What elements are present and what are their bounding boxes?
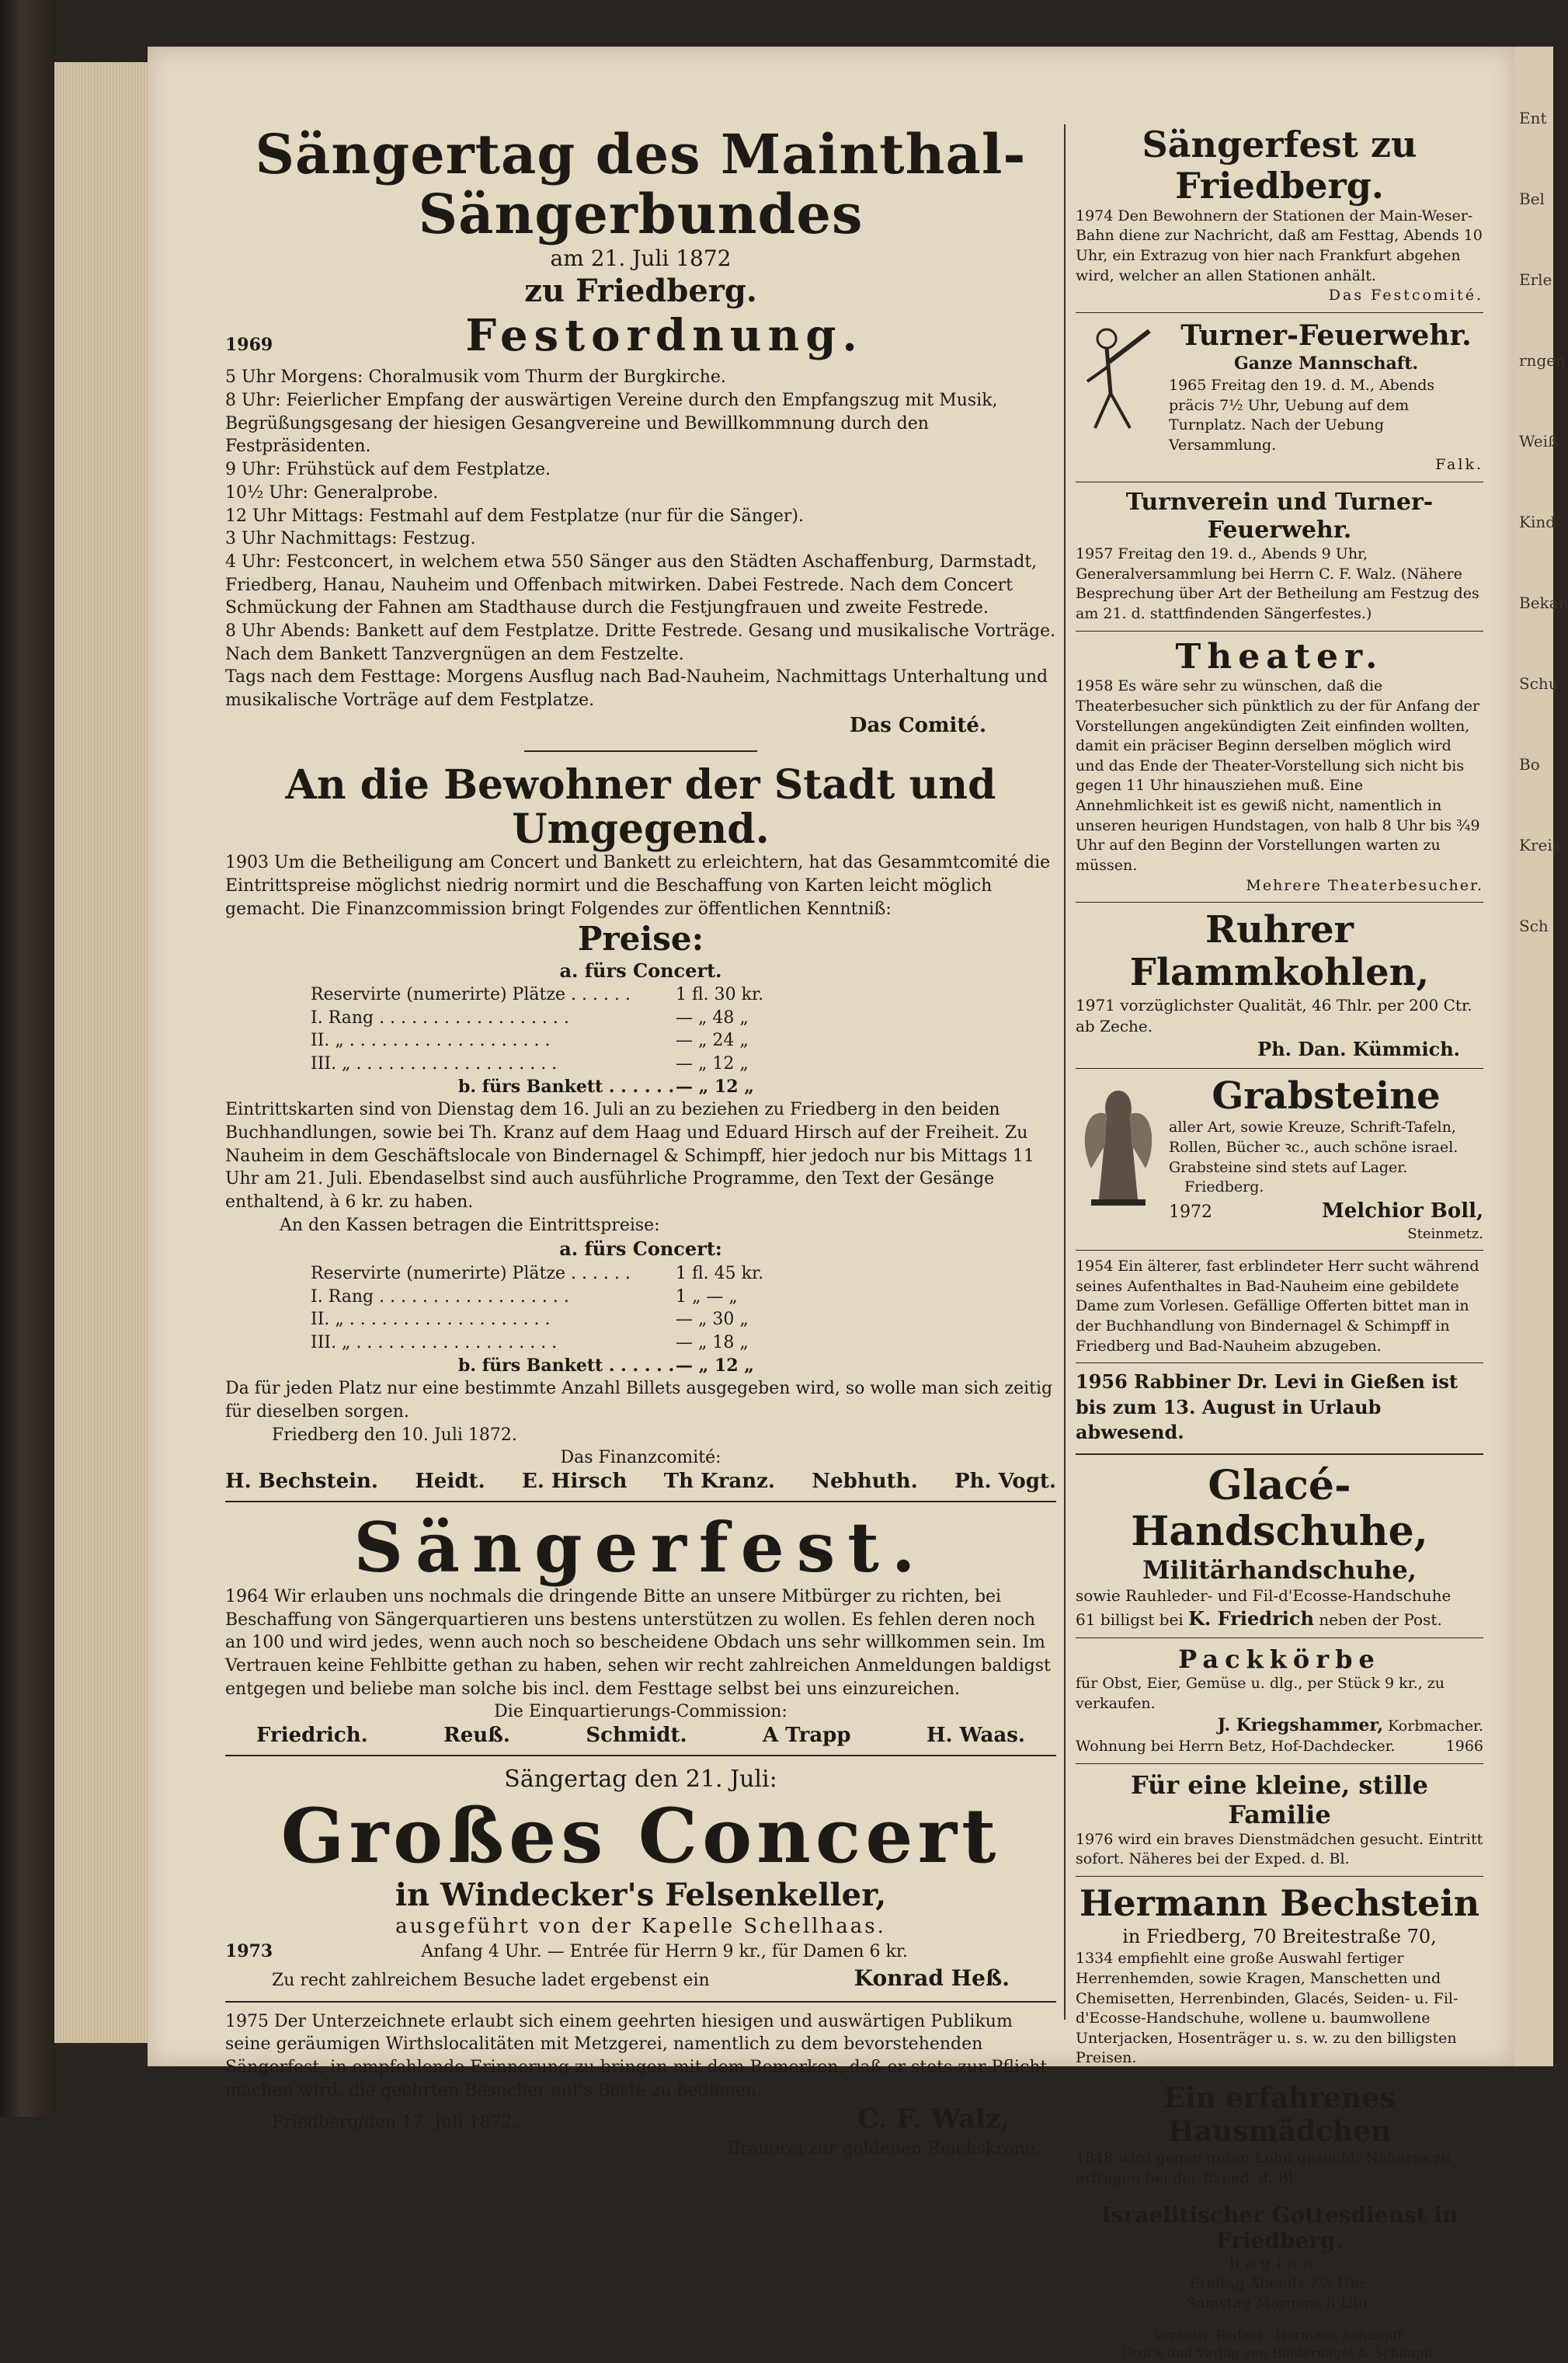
divider <box>1076 631 1483 632</box>
levi-text: 1956 Rabbiner Dr. Levi in Gießen ist bis zum 13. August in Urlaub abwesend. <box>1076 1370 1458 1444</box>
next-page-fragment: Bo <box>1519 755 1540 774</box>
concert-heading-2: a. fürs Concert: <box>559 1237 722 1261</box>
finanzcomite-names <box>225 1470 1056 1493</box>
ruhr-ad <box>1076 909 1483 1062</box>
concert-title: Großes Concert <box>280 1792 1001 1881</box>
pack-trade: Korbmacher. <box>1388 1717 1483 1735</box>
hausmaedchen-ad <box>1076 2082 1483 2189</box>
turner-signature: Falk. <box>1435 456 1483 474</box>
price-value: — „ 30 „ <box>676 1310 749 1330</box>
fireman-illustration <box>1076 319 1161 436</box>
grab-text: aller Art, sowie Kreuze, Schrift-Tafeln, Rollen, Bücher ꝛc., auch schöne israel. Grabsteine sind stets auf Lager. <box>1169 1119 1458 1176</box>
gottesdienst-ad <box>1076 2202 1483 2314</box>
imprint-printer: Druck und Verlag von Bindernagel & Schimpff. <box>1121 2345 1438 2361</box>
next-page-fragment: Bel <box>1519 190 1545 208</box>
festordnung-item: 3 Uhr Nachmittags: Festzug. <box>225 529 476 549</box>
divider <box>1076 312 1483 313</box>
price-label: III. „ . . . . . . . . . . . . . . . . . . . <box>311 1332 558 1352</box>
price-value: — „ 12 „ <box>676 1053 749 1074</box>
festordnung-title: Festordnung. <box>465 309 864 361</box>
divider <box>1076 1763 1483 1764</box>
price-label: Reservirte (numerirte) Plätze . . . . . . <box>311 984 631 1004</box>
next-page-fragment: Erle <box>1519 270 1552 289</box>
ruhr-text: 1971 vorzüglichster Qualität, 46 Thlr. per 200 Ctr. ab Zeche. <box>1076 995 1472 1035</box>
concert-section <box>225 1764 1056 1993</box>
glace-title: Glacé-Handschuhe, <box>1131 1461 1428 1556</box>
pack-text: für Obst, Eier, Gemüse u. dlg., per Stück 9 kr., zu verkaufen. <box>1076 1675 1445 1712</box>
bewohner-date: Friedberg den 10. Juli 1872. <box>272 1425 517 1445</box>
column-divider <box>1064 124 1066 2020</box>
bankett-row <box>225 1076 1056 1099</box>
name: E. Hirsch <box>521 1470 628 1494</box>
divider <box>225 1501 1056 1502</box>
glace-line: billigst bei <box>1100 1610 1184 1629</box>
pack-title: Packkörbe <box>1178 1644 1381 1674</box>
haus-title: Ein erfahrenes Hausmädchen <box>1163 2082 1396 2149</box>
bewohner-title: An die Bewohner der Stadt und Umgegend. <box>285 760 996 853</box>
bankett-row <box>225 1355 1056 1378</box>
vorleserin-ad <box>1076 1257 1483 1356</box>
angel-illustration <box>1076 1075 1161 1207</box>
concert-venue: in Windecker's Felsenkeller, <box>395 1877 887 1914</box>
left-column <box>225 124 1056 2161</box>
festordnung-item: 4 Uhr: Festconcert, in welchem etwa 550 Sänger aus den Städten Aschaffenburg, Darmstadt, Friedberg, Hanau, Nauheim und Offenbach mitwirken. Dabei Festrede. Nach dem Concert Schmückung der Fahnen am Stadthause durch die Festjungfrauen und zweite Festrede. <box>225 552 1038 618</box>
finanzcomite-label: Das Finanzcomité: <box>560 1448 721 1468</box>
divider <box>1076 1068 1483 1069</box>
price-label: I. Rang . . . . . . . . . . . . . . . . . . <box>311 1286 569 1307</box>
grab-number: 1972 <box>1169 1202 1212 1222</box>
next-page-edge <box>1514 47 1568 2066</box>
pack-address: Wohnung bei Herrn Betz, Hof-Dachdecker. <box>1076 1738 1396 1756</box>
haus-text: 1848 wird gegen guten Lohn gesucht. Näheres zu erfragen bei der Exped. d. Bl. <box>1076 2149 1452 2187</box>
glace-number: 61 <box>1076 1610 1096 1629</box>
bankett-label: b. fürs Bankett . . . . . . <box>458 1355 675 1376</box>
name: A Trapp <box>762 1723 851 1747</box>
price-row <box>225 1262 1056 1286</box>
bankett-label: b. fürs Bankett . . . . . . <box>458 1076 675 1097</box>
price-label: I. Rang . . . . . . . . . . . . . . . . . . <box>311 1007 569 1028</box>
familie-title: Für eine kleine, stille Familie <box>1130 1770 1429 1830</box>
concert-pre: Sängertag den 21. Juli: <box>504 1765 777 1793</box>
next-page-fragment: Ent <box>1519 109 1547 127</box>
divider <box>1076 1876 1483 1877</box>
divider <box>225 2001 1056 2003</box>
ruhr-name: Ph. Dan. Kümmich. <box>1257 1037 1460 1060</box>
divider <box>1076 1637 1483 1638</box>
bewohner-section <box>225 760 1056 1494</box>
price-value: — „ 24 „ <box>676 1031 749 1051</box>
hermann-bechstein-ad <box>1076 1883 1483 2069</box>
hermann-title: Hermann Bechstein <box>1079 1881 1480 1924</box>
price-row <box>225 1053 1056 1076</box>
festordnung-item: 8 Uhr: Feierlicher Empfang der auswärtigen Vereine durch den Empfangszug mit Musik, Begrüßungsgesang der hiesigen Gesangvereine und Bewillkommnung durch den Festpräsidenten. <box>225 391 998 457</box>
pack-name: J. Kriegshammer, <box>1217 1714 1384 1735</box>
divider <box>225 1755 1056 1756</box>
next-page-fragment: Schu <box>1519 674 1559 693</box>
name: H. Waas. <box>926 1723 1025 1747</box>
hermann-text: 1334 empfiehlt eine große Auswahl fertiger Herrenhemden, sowie Kragen, Manschetten und Chemisetten, Herrenbinden, Glacés, Seiden- u. Fil-d'Ecosse-Handschuhe, wollene u. baumwollene Unterjacken, Hosenträger u. s. w. zu den billigsten Preisen. <box>1076 1950 1458 2067</box>
familie-ad <box>1076 1770 1483 1870</box>
saengertag-title: Sängertag des Mainthal-Sängerbundes <box>255 122 1027 246</box>
festordnung-item: 12 Uhr Mittags: Festmahl auf dem Festplatze (nur für die Sänger). <box>225 506 804 526</box>
grab-name: Melchior Boll, <box>1321 1199 1483 1223</box>
price-row <box>225 1029 1056 1053</box>
glace-subtitle: Militärhandschuhe, <box>1142 1555 1417 1585</box>
levi-ad <box>1076 1369 1483 1445</box>
turner-text: 1965 Freitag den 19. d. M., Abends präcis 7½ Uhr, Uebung auf dem Turnplatz. Nach der Uebung Versammlung. <box>1169 376 1435 454</box>
comite-signature: Das Comité. <box>849 713 986 737</box>
name: Friedrich. <box>256 1723 368 1747</box>
bankett-value: — „ 12 „ <box>676 1355 754 1376</box>
turner-title: Turner-Feuerwehr. <box>1180 318 1472 352</box>
saengertag-number: 1969 <box>225 334 273 355</box>
festordnung-item: 9 Uhr: Frühstück auf dem Festplatze. <box>225 460 551 480</box>
divider <box>524 750 757 752</box>
theater-title: Theater. <box>1175 636 1384 677</box>
commission-label: Die Einquartierungs-Commission: <box>494 1702 787 1722</box>
bewohner-intro: 1903 Um die Betheiligung am Concert und Bankett zu erleichtern, hat das Gesammtcomité die Eintrittspreise möglichst niedrig normirt und die Beschaffung von Karten leicht möglich gemacht. Die Finanzcommission bringt Folgendes zur öffentlichen Kenntniß: <box>225 853 1051 919</box>
pack-number: 1966 <box>1445 1738 1483 1756</box>
price-label: III. „ . . . . . . . . . . . . . . . . . . . <box>311 1053 558 1074</box>
concert-times: Anfang 4 Uhr. — Entrée für Herrn 9 kr., für Damen 6 kr. <box>421 1942 908 1962</box>
price-row <box>225 983 1056 1007</box>
divider <box>1076 2195 1483 2196</box>
bankett-value: — „ 12 „ <box>676 1076 754 1097</box>
price-row <box>225 1007 1056 1030</box>
next-page-fragment: Sch <box>1519 917 1549 935</box>
grab-title: Grabsteine <box>1212 1074 1441 1119</box>
hermann-address: in Friedberg, 70 Breitestraße 70, <box>1122 1925 1437 1947</box>
gottes-begin: Beginn: <box>1229 2254 1330 2272</box>
name: Reuß. <box>443 1723 510 1747</box>
price-value: 1 fl. 45 kr. <box>676 1263 764 1283</box>
theater-ad <box>1076 638 1483 896</box>
festordnung-item: Tags nach dem Festtage: Morgens Ausflug nach Bad-Nauheim, Nachmittags Unterhaltung und musikalische Vorträge auf dem Festplatze. <box>225 667 1048 711</box>
glace-tail: neben der Post. <box>1319 1610 1442 1629</box>
name: Schmidt. <box>586 1723 687 1747</box>
turner-subtitle: Ganze Mannschaft. <box>1233 353 1419 374</box>
book-binding <box>0 0 54 2117</box>
packkoerbe-ad <box>1076 1644 1483 1757</box>
next-page-fragment: Kind <box>1519 513 1556 531</box>
gottes-line-1: Freitag Abends 7½ Uhr. <box>1189 2274 1370 2292</box>
name: H. Bechstein. <box>225 1470 378 1494</box>
price-value: 1 fl. 30 kr. <box>676 984 764 1004</box>
preise-title: Preise: <box>577 920 704 959</box>
glace-name: K. Friedrich <box>1188 1606 1314 1630</box>
divider <box>1076 1453 1483 1455</box>
festordnung-item: 8 Uhr Abends: Bankett auf dem Festplatze. Dritte Festrede. Gesang und musikalische Vorträge. Nach dem Bankett Tanzvergnügen an dem Festzelte. <box>225 621 1056 664</box>
turnverein-ad <box>1076 489 1483 625</box>
walz-section <box>225 2010 1056 2161</box>
price-label: II. „ . . . . . . . . . . . . . . . . . . . <box>311 1031 551 1051</box>
fest-friedberg-ad <box>1076 124 1483 306</box>
next-page-fragment: Bekan <box>1519 593 1568 612</box>
fest-text: 1974 Den Bewohnern der Stationen der Main-Weser-Bahn diene zur Nachricht, daß am Festtag, Abends 10 Uhr, ein Extrazug von hier nach Frankfurt abgehen wird, welcher an allen Stationen anhält. <box>1076 207 1483 284</box>
glace-text: sowie Rauhleder- und Fil-d'Ecosse-Handschuhe <box>1076 1585 1452 1605</box>
gottes-line-2: Samstag Morgens 8 Uhr. <box>1186 2295 1373 2313</box>
price-value: 1 „ — „ <box>676 1286 738 1307</box>
concert-number: 1973 <box>225 1941 273 1962</box>
price-value: — „ 48 „ <box>676 1007 749 1028</box>
saengerfest-section <box>225 1507 1056 1747</box>
concert-performer: ausgeführt von der Kapelle Schellhaas. <box>395 1915 886 1939</box>
festordnung-item: 10½ Uhr: Generalprobe. <box>225 482 439 503</box>
commission-names <box>225 1724 1056 1747</box>
turnverein-text: 1957 Freitag den 19. d., Abends 9 Uhr, Generalversammlung bei Herrn C. F. Walz. (Nähere Besprechung über Art der Betheilung am Festzug des am 21. d. stattfindenden Sängerfestes.) <box>1076 545 1479 622</box>
divider <box>1076 1362 1483 1363</box>
walz-date: Friedberg/den 17. Juli 1872. <box>272 2113 518 2133</box>
concert-host: Konrad Heß. <box>854 1965 1010 1991</box>
turner-feuerwehr-ad <box>1076 319 1483 475</box>
price-label: II. „ . . . . . . . . . . . . . . . . . . . <box>311 1310 551 1330</box>
name: Nebhuth. <box>812 1470 918 1494</box>
price-row <box>225 1308 1056 1331</box>
familie-text: 1976 wird ein braves Dienstmädchen gesucht. Eintritt sofort. Näheres bei der Exped. d. Bl. <box>1076 1830 1483 1868</box>
concert-invite: Zu recht zahlreichem Besuche ladet ergebenst ein <box>272 1970 710 1990</box>
divider <box>1076 1250 1483 1251</box>
karten-text: Eintrittskarten sind von Dienstag dem 16. Juli an zu beziehen zu Friedberg in den beiden Buchhandlungen, sowie bei Th. Kranz auf dem Haag und Eduard Hirsch auf der Freiheit. Zu Nauheim in dem Geschäftslocale von Bindernagel & Schimpff, hier jedoch nur bis Mittags 11 Uhr am 21. Juli. Ebendaselbst sind auch ausführliche Programme, den Text der Gesänge enthaltend, à 6 kr. zu haben. <box>225 1100 1034 1213</box>
right-column <box>1076 124 1483 2363</box>
turnverein-title: Turnverein und Turner-Feuerwehr. <box>1125 489 1434 545</box>
grab-place: Friedberg. <box>1184 1178 1264 1196</box>
saengertag-place: zu Friedberg. <box>524 272 757 309</box>
divider <box>1076 2320 1483 2321</box>
saengertag-date: am 21. Juli 1872 <box>550 245 732 271</box>
grab-sub: Steinmetz. <box>1407 1225 1483 1242</box>
name: Ph. Vogt. <box>954 1470 1056 1494</box>
saengerfest-text: 1964 Wir erlauben uns nochmals die dringende Bitte an unsere Mitbürger zu richten, bei Beschaffung von Sängerquartieren uns bestens unterstützen zu wollen. Es fehlen deren noch an 100 und wird jedes, wenn auch noch so bescheidene Obdach uns sehr willkommen sein. Im Vertrauen keine Fehlbitte gethan zu haben, sehen wir recht zahlreichen Anmeldungen baldigst entgegen und beliebe man solche bis incl. dem Festtage selbst bei uns einzureichen. <box>225 1586 1051 1699</box>
next-page-fragment: Weiß <box>1519 432 1559 451</box>
walz-sub: Brauerei zur goldenen Reichskrone. <box>727 2139 1041 2159</box>
newspaper-page <box>148 47 1514 2361</box>
saengertag-section <box>225 124 1056 740</box>
festordnung-list <box>225 366 1056 712</box>
concert-heading: a. fürs Concert. <box>559 959 722 982</box>
fest-signature: Das Festcomité. <box>1328 287 1483 305</box>
festordnung-item: 5 Uhr Morgens: Choralmusik vom Thurm der Burgkirche. <box>225 367 726 388</box>
fest-title: Sängerfest zu Friedberg. <box>1142 124 1417 207</box>
herr-text: 1954 Ein älterer, fast erblindeter Herr sucht während seines Aufenthaltes in Bad-Nauheim eine gebildete Dame zum Vorlesen. Gefällige Offerten bittet man in der Buchhandlung von Bindernagel & Schimpff in Friedberg und Bad-Nauheim abzugeben. <box>1076 1258 1479 1355</box>
price-row <box>225 1331 1056 1355</box>
price-row <box>225 1286 1056 1309</box>
name: Th Kranz. <box>663 1470 775 1494</box>
walz-text: 1975 Der Unterzeichnete erlaubt sich einem geehrten hiesigen und auswärtigen Publikum seine geräumigen Wirthslocalitäten mit Metzgerei, namentlich zu dem bevorstehenden Sängerfest, in empfehlende Erinnerung zu bringen mit dem Bemerken, daß er stets zur Pflicht machen wird, die geehrten Besucher auf's Beste zu bedienen. <box>225 2011 1048 2100</box>
ruhr-title: Ruhrer Flammkohlen, <box>1129 908 1430 995</box>
next-page-fragment: rngen <box>1519 351 1566 370</box>
divider <box>1076 2075 1483 2076</box>
imprint-editor: Verantw. Redact.: Hermann Schimpff. <box>1153 2327 1406 2344</box>
next-page-fragment: Kreis <box>1519 836 1560 854</box>
theater-text: 1958 Es wäre sehr zu wünschen, daß die Theaterbesucher sich pünktlich zu der für Anfang der Vorstellungen angekündigten Zeit einfinden wollten, damit ein präciser Beginn derselben möglich wird und das Ende der Theater-Vorstellung sich nicht bis gegen 11 Uhr hinausziehen muß. Eine Annehmlichkeit ist es gewiß nicht, namentlich in unseren heurigen Hundstagen, von halb 8 Uhr bis ¾9 Uhr auf den Beginn der Vorstellungen warten zu müssen. <box>1076 677 1480 874</box>
page-edges <box>54 62 148 2043</box>
walz-name: C. F. Walz, <box>857 2104 1010 2135</box>
price-value: — „ 18 „ <box>676 1332 749 1352</box>
divider <box>1076 902 1483 903</box>
gottes-title: Israelitischer Gottesdienst in Friedberg. <box>1100 2201 1458 2254</box>
price-label: Reservirte (numerirte) Plätze . . . . . . <box>311 1263 631 1283</box>
name: Heidt. <box>415 1470 485 1494</box>
theater-signature: Mehrere Theaterbesucher. <box>1246 876 1483 894</box>
billets-note: Da für jeden Platz nur eine bestimmte Anzahl Billets ausgegeben wird, so wolle man sich zeitig für dieselben sorgen. <box>225 1379 1053 1422</box>
grabsteine-ad <box>1076 1075 1483 1244</box>
kassen-text: An den Kassen betragen die Eintrittspreise: <box>280 1215 660 1235</box>
saengerfest-title: Sängerfest. <box>353 1507 928 1589</box>
glace-ad <box>1076 1463 1483 1631</box>
